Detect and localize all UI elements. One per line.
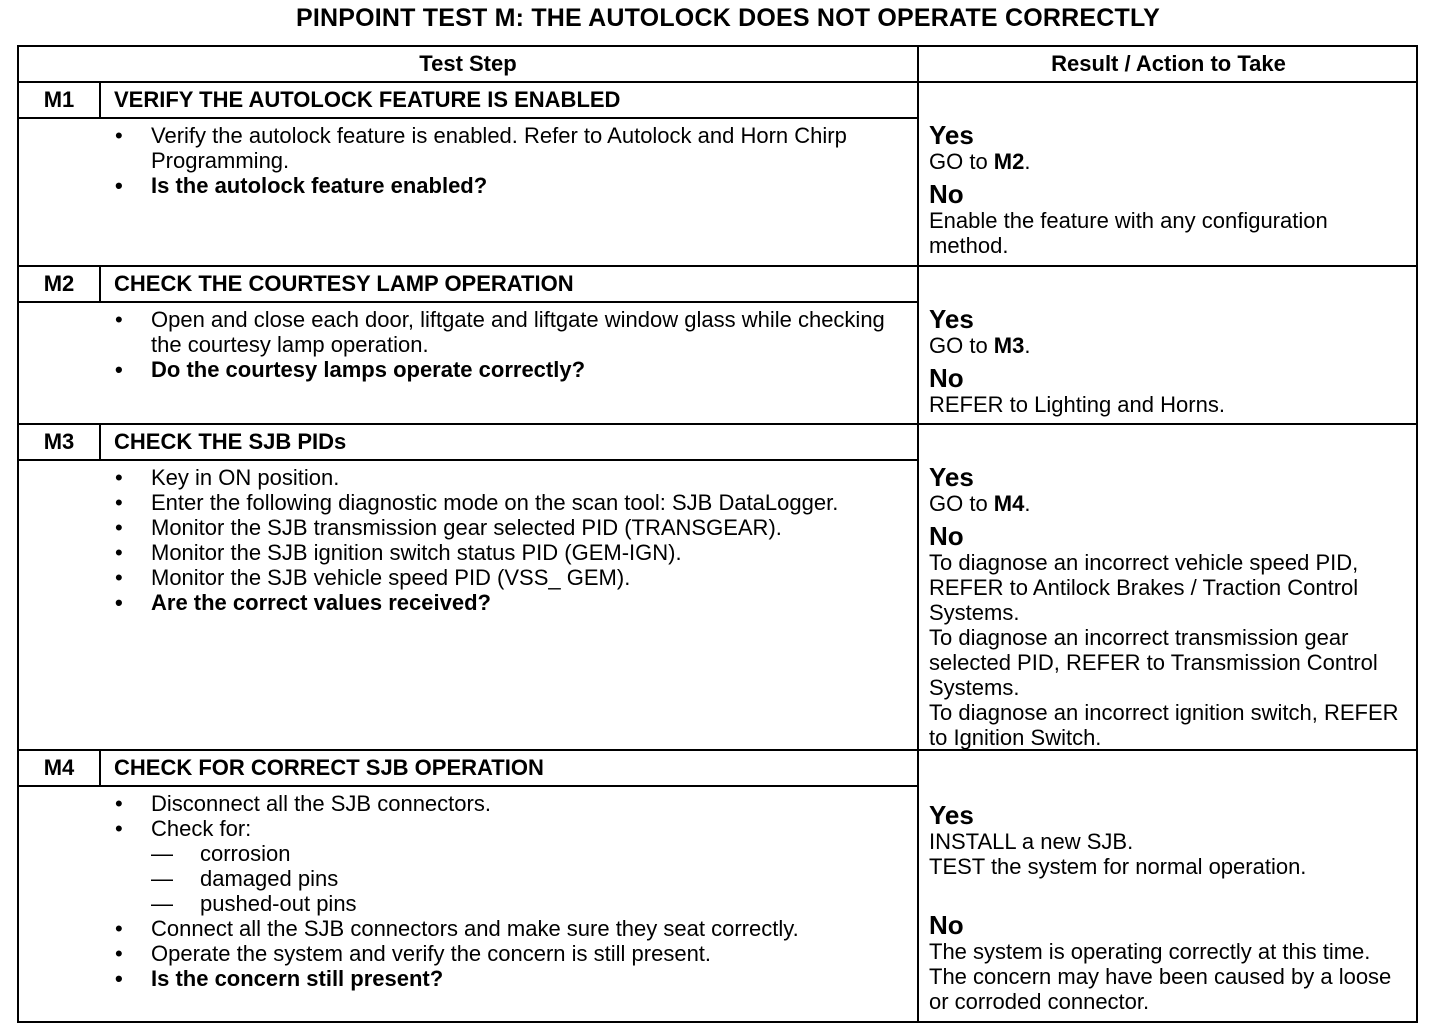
sub-list-item: — corrosion [19, 841, 917, 866]
step-m4 [19, 751, 1416, 1021]
sub-list-item: — pushed-out pins [19, 891, 917, 916]
goto-step-link: M4 [993, 491, 1025, 516]
no-action-line: To diagnose an incorrect ignition switch, REFER to Ignition Switch. [929, 700, 1399, 750]
no-label: No [929, 179, 964, 209]
list-item: • Monitor the SJB vehicle speed PID (VSS_ GEM). [19, 565, 917, 590]
list-item: • Check for: [19, 816, 917, 841]
step-question: • Do the courtesy lamps operate correctly? [19, 357, 917, 382]
result-cell [929, 305, 1408, 417]
step-left-cell [19, 83, 919, 265]
step-id: M3 [19, 425, 101, 459]
step-title: CHECK THE SJB PIDs [114, 429, 347, 454]
step-title: CHECK FOR CORRECT SJB OPERATION [114, 755, 544, 780]
list-item: • Operate the system and verify the concern is still present. [19, 941, 917, 966]
list-item: • Connect all the SJB connectors and make sure they seat correctly. [19, 916, 917, 941]
result-cell [929, 463, 1408, 750]
no-action-line: To diagnose an incorrect transmission gear selected PID, REFER to Transmission Control Systems. [929, 625, 1378, 700]
yes-action: GO to M2. [929, 149, 1031, 174]
no-action: Enable the feature with any configuration method. [929, 208, 1328, 258]
result-action-header: Result / Action to Take [919, 47, 1418, 83]
step-question: • Are the correct values received? [19, 590, 917, 615]
no-action: The system is operating correctly at this time. The concern may have been caused by a loose or corroded connector. [929, 939, 1392, 1014]
list-item: • Monitor the SJB transmission gear selected PID (TRANSGEAR). [19, 515, 917, 540]
pinpoint-test-table [17, 45, 1418, 1023]
list-item: • Enter the following diagnostic mode on the scan tool: SJB DataLogger. [19, 490, 917, 515]
step-body [19, 123, 917, 198]
no-action-line: To diagnose an incorrect vehicle speed PID, REFER to Antilock Brakes / Traction Control Systems. [929, 550, 1359, 625]
list-item: • Monitor the SJB ignition switch status PID (GEM-IGN). [19, 540, 917, 565]
step-question: • Is the concern still present? [19, 966, 917, 991]
step-m1 [19, 83, 1416, 267]
step-body [19, 791, 917, 991]
goto-step-link: M3 [993, 333, 1025, 358]
yes-label: Yes [929, 800, 974, 830]
step-question: • Is the autolock feature enabled? [19, 173, 917, 198]
list-item: • Key in ON position. [19, 465, 917, 490]
step-title: VERIFY THE AUTOLOCK FEATURE IS ENABLED [114, 87, 621, 112]
step-id: M2 [19, 267, 101, 301]
step-header [19, 83, 917, 119]
test-step-header: Test Step [19, 47, 919, 83]
yes-label: Yes [929, 462, 974, 492]
yes-action: GO to M3. [929, 333, 1031, 358]
list-item: • Disconnect all the SJB connectors. [19, 791, 917, 816]
step-header [19, 751, 917, 787]
no-label: No [929, 910, 964, 940]
step-m2 [19, 267, 1416, 425]
step-id: M1 [19, 83, 101, 117]
step-m3 [19, 425, 1416, 751]
yes-action-line: INSTALL a new SJB. [929, 829, 1134, 854]
result-cell [929, 121, 1408, 258]
step-body [19, 465, 917, 615]
step-left-cell [19, 751, 919, 1021]
step-body [19, 307, 917, 382]
page-title: PINPOINT TEST M: THE AUTOLOCK DOES NOT OPERATE CORRECTLY [295, 4, 1161, 32]
sub-list-item: — damaged pins [19, 866, 917, 891]
list-item: • Open and close each door, liftgate and liftgate window glass while checking the courtesy lamp operation. [19, 307, 917, 357]
step-id: M4 [19, 751, 101, 785]
yes-label: Yes [929, 120, 974, 150]
step-header [19, 267, 917, 303]
step-header [19, 425, 917, 461]
yes-label: Yes [929, 304, 974, 334]
no-action: REFER to Lighting and Horns. [929, 392, 1225, 417]
no-label: No [929, 363, 964, 393]
step-left-cell [19, 425, 919, 749]
step-left-cell [19, 267, 919, 423]
no-label: No [929, 521, 964, 551]
list-item: • Verify the autolock feature is enabled. Refer to Autolock and Horn Chirp Programming. [19, 123, 917, 173]
yes-action-line: TEST the system for normal operation. [929, 854, 1307, 879]
goto-step-link: M2 [993, 149, 1025, 174]
yes-action: GO to M4. [929, 491, 1031, 516]
result-cell [929, 801, 1408, 1014]
step-title: CHECK THE COURTESY LAMP OPERATION [114, 271, 574, 296]
